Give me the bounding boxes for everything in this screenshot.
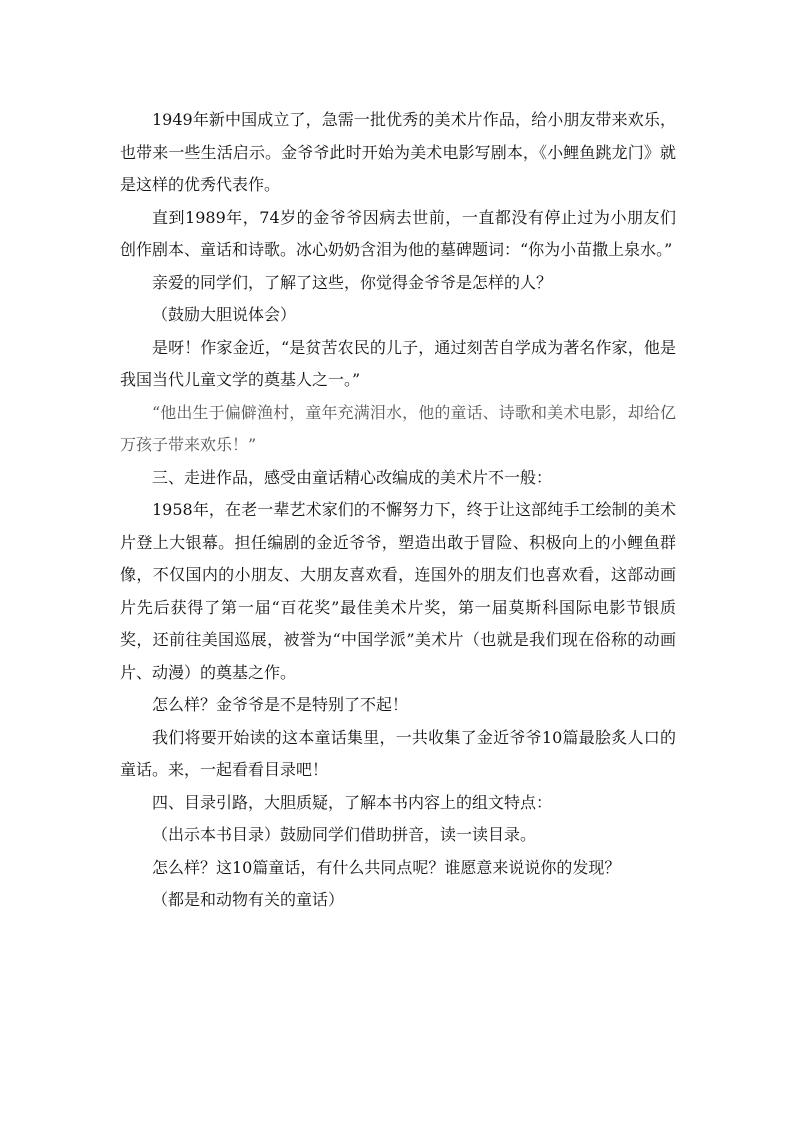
- paragraph-author-intro: 是呀！作家金近，“是贫苦农民的儿子，通过刻苦自学成为著名作家，他是我国当代儿童文学的奠基人之一。”: [120, 337, 676, 389]
- paragraph-golden-works: 1949年新中国成立了，急需一批优秀的美术片作品，给小朋友带来欢乐，也带来一些生活启示。金爷爷此时开始为美术电影写剧本，《小鲤鱼跳龙门》就是这样的优秀代表作。: [120, 110, 676, 194]
- paragraph-encourage-note: （鼓励大胆说体会）: [152, 305, 297, 324]
- section-heading-four: 四、目录引路，大胆质疑，了解本书内容上的组文特点：: [152, 792, 553, 812]
- paragraph-question-person: 亲爱的同学们，了解了这些，你觉得金爷爷是怎样的人？: [152, 272, 553, 292]
- paragraph-quote-fishing-village: “他出生于偏僻渔村，童年充满泪水，他的童话、诗歌和美术电影，却给亿万孩子带来欢乐！”: [120, 402, 676, 454]
- paragraph-until-1989: 直到1989年，74岁的金爷爷因病去世前，一直都没有停止过为小朋友们创作剧本、童话和诗歌。冰心奶奶含泪为他的墓碑题词：“你为小苗撒上泉水。”: [120, 207, 676, 259]
- paragraph-common-point: 怎么样？这10篇童话，有什么共同点呢？谁愿意来说说你的发现？: [152, 857, 621, 877]
- section-heading-three: 三、走进作品，感受由童话精心改编成的美术片不一般：: [152, 467, 553, 487]
- paragraph-show-contents: （出示本书目录）鼓励同学们借助拼音，读一读目录。: [152, 825, 537, 844]
- paragraph-amazing: 怎么样？金爷爷是不是特别了不起！: [152, 695, 409, 714]
- paragraph-book-collection: 我们将要开始读的这本童话集里，一共收集了金近爷爷10篇最脍炙人口的童话。来，一起看看目录吧！: [120, 727, 676, 779]
- paragraph-answer-note: （都是和动物有关的童话）: [152, 890, 345, 909]
- document-body: [120, 104, 676, 917]
- paragraph-1958-film: 1958年，在老一辈艺术家们的不懈努力下，终于让这部纯手工绘制的美术片登上大银幕。担任编剧的金近爷爷，塑造出敢于冒险、积极向上的小鲤鱼群像，不仅国内的小朋友、大朋友喜欢看，连国外的朋友们也喜欢看，这部动画片先后获得了第一届“百花奖”最佳美术片奖，第一届莫斯科国际电影节银质奖，还前往美国巡展，被誉为“中国学派”美术片（也就是我们现在俗称的动画片、动漫）的奠基之作。: [120, 500, 676, 682]
